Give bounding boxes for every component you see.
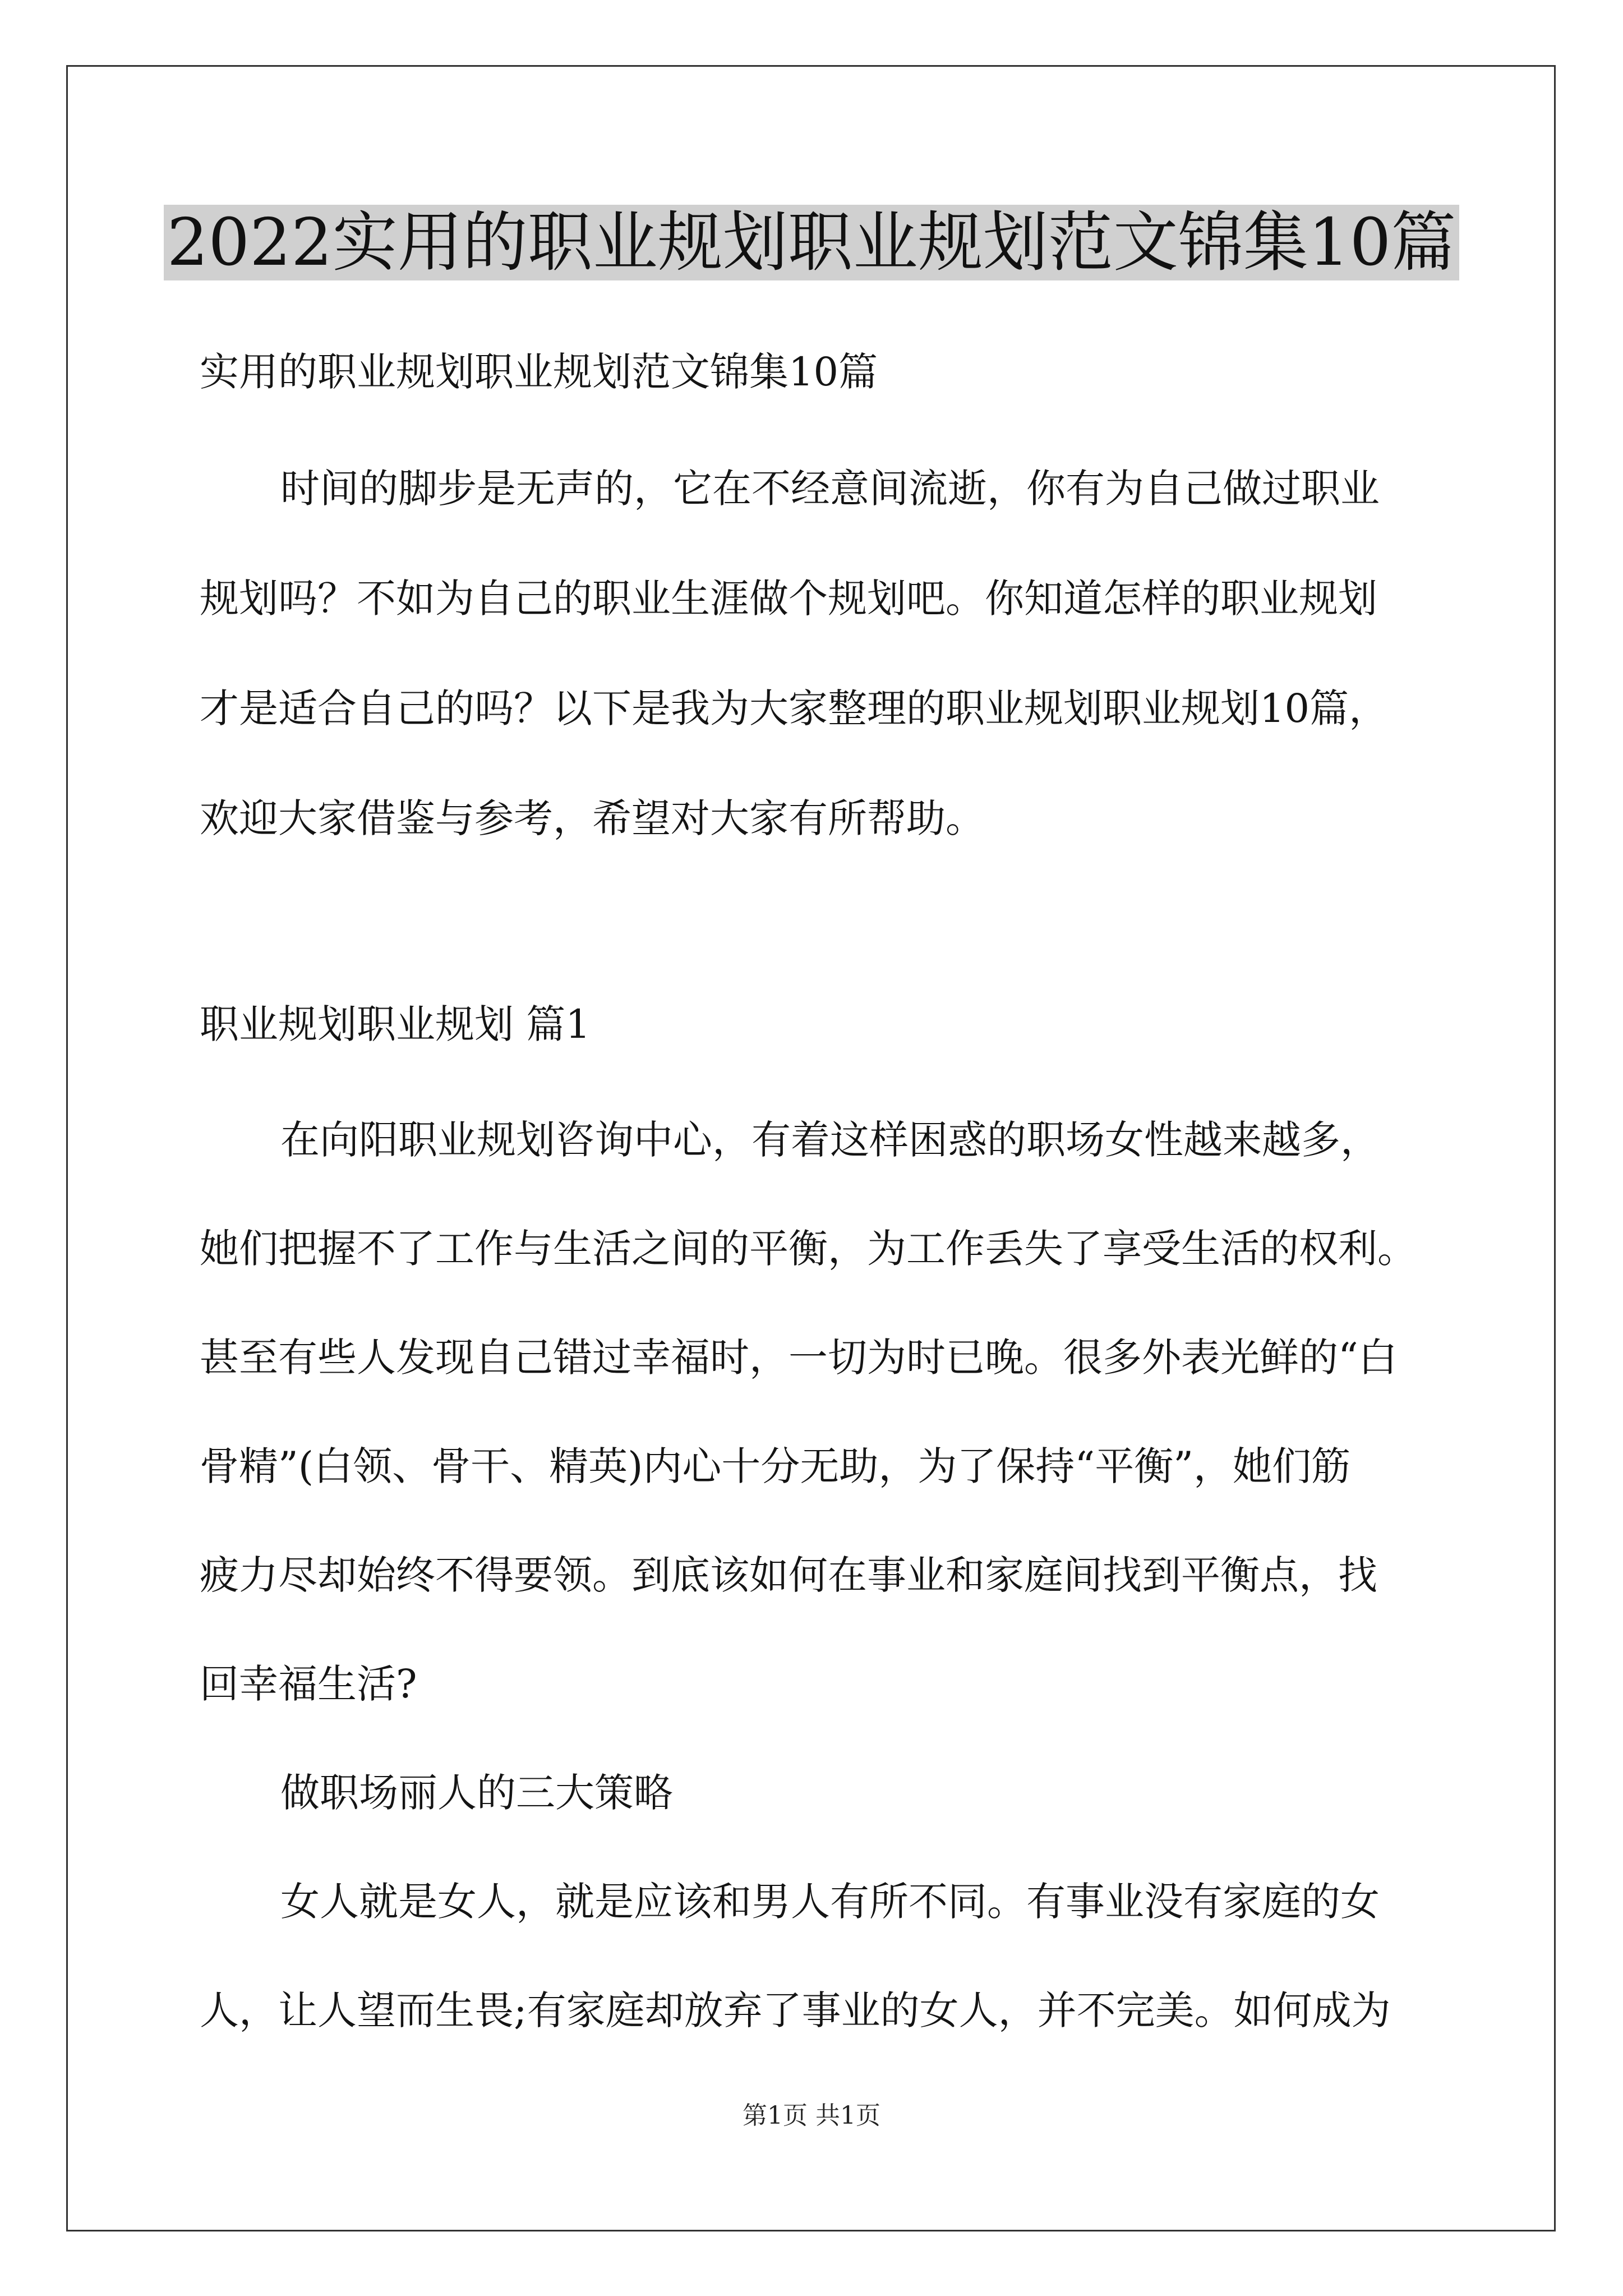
section-line: 回幸福生活? bbox=[200, 1661, 417, 1707]
document-subtitle: 实用的职业规划职业规划范文锦集10篇 bbox=[200, 349, 878, 395]
page-footer: 第1页 共1页 bbox=[743, 2101, 880, 2130]
section-line: 甚至有些人发现自己错过幸福时，一切为时已晚。很多外表光鲜的“白 bbox=[200, 1335, 1398, 1381]
strategy-heading: 做职场丽人的三大策略 bbox=[280, 1770, 673, 1816]
strategy-line: 女人就是女人，就是应该和男人有所不同。有事业没有家庭的女 bbox=[280, 1879, 1380, 1925]
section-heading: 职业规划职业规划 篇1 bbox=[200, 1001, 591, 1047]
intro-line: 规划吗？不如为自己的职业生涯做个规划吧。你知道怎样的职业规划 bbox=[200, 576, 1377, 622]
document-title: 2022实用的职业规划职业规划范文锦集10篇 bbox=[0, 201, 1623, 285]
section-line: 骨精”(白领、骨干、精英)内心十分无助，为了保持“平衡”，她们筋 bbox=[200, 1443, 1350, 1489]
section-line: 她们把握不了工作与生活之间的平衡，为工作丢失了享受生活的权利。 bbox=[200, 1226, 1417, 1272]
intro-line: 时间的脚步是无声的，它在不经意间流逝，你有为自己做过职业 bbox=[280, 466, 1380, 512]
strategy-line: 人，让人望而生畏;有家庭却放弃了事业的女人，并不完美。如何成为 bbox=[200, 1987, 1391, 2033]
section-line: 疲力尽却始终不得要领。到底该如何在事业和家庭间找到平衡点，找 bbox=[200, 1552, 1377, 1598]
intro-line: 欢迎大家借鉴与参考，希望对大家有所帮助。 bbox=[200, 795, 985, 841]
intro-line: 才是适合自己的吗？以下是我为大家整理的职业规划职业规划10篇， bbox=[200, 685, 1389, 731]
section-line: 在向阳职业规划咨询中心，有着这样困惑的职场女性越来越多， bbox=[280, 1117, 1380, 1163]
